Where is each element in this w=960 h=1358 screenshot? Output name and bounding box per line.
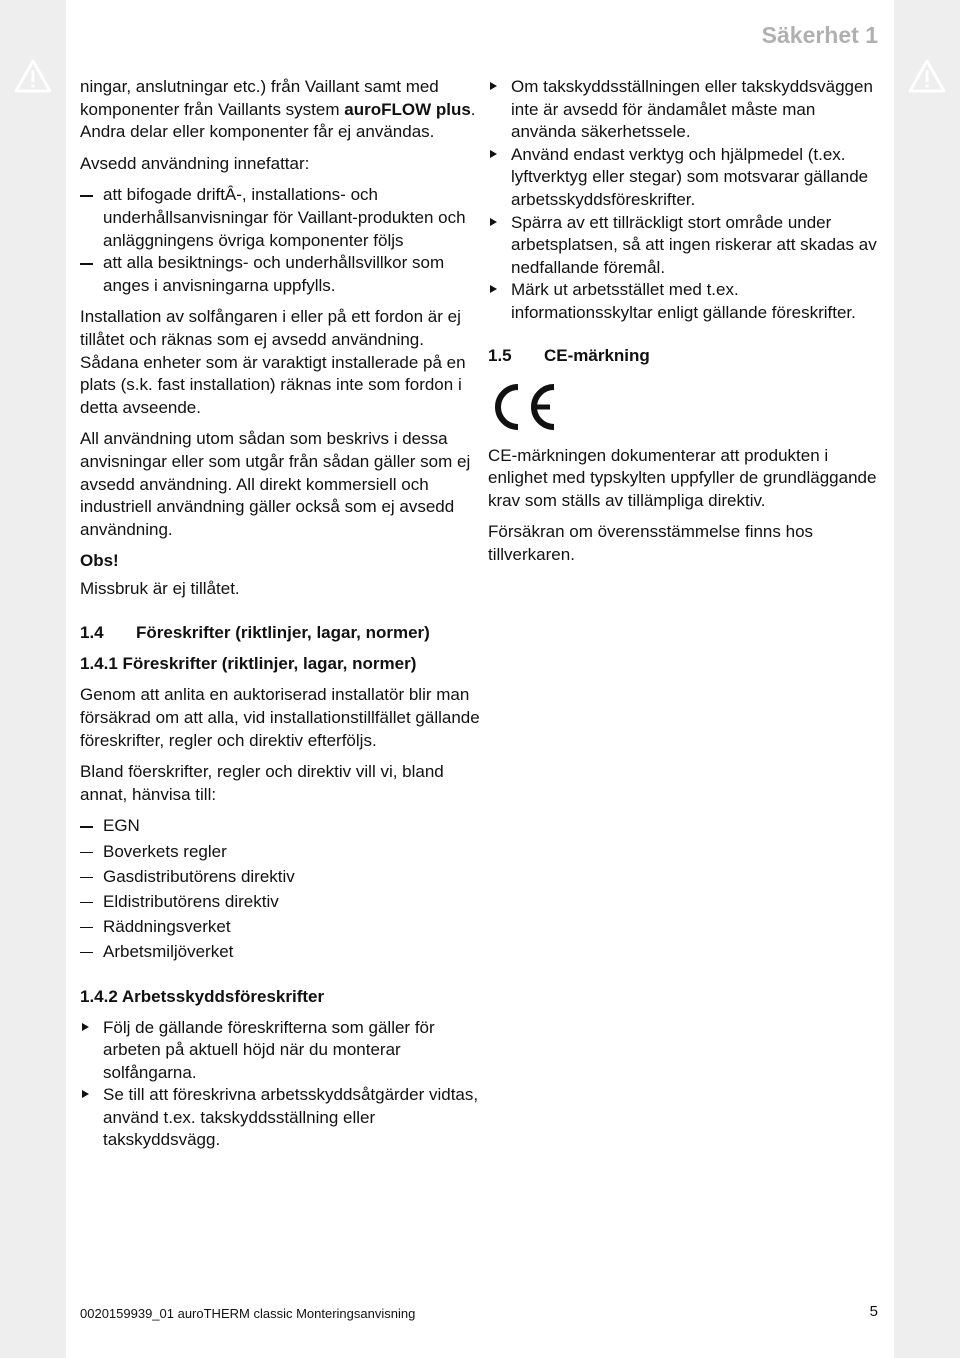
safety-list: [488, 76, 880, 325]
section-number: 1.5: [488, 345, 512, 365]
right-sidebar: [894, 0, 960, 1358]
list-item: Arbetsmiljöverket: [80, 941, 480, 964]
list-item: Använd endast verktyg och hjälpmedel (t.ex. lyftverktyg eller stegar) som motsvarar gällande arbetsskyddsföreskrifter.: [488, 144, 880, 212]
product-name: auroFLOW plus: [344, 99, 471, 119]
ce-paragraph: CE-märkningen dokumenterar att produkten i enlighet med typskylten uppfyller de grundläggande krav som ställs av tillämpliga direktiv.: [488, 445, 877, 510]
list-item: Följ de gällande föreskrifterna som gäller för arbeten på aktuell höjd när du monterar solfångarna.: [80, 1017, 480, 1085]
list-item: Boverkets regler: [80, 841, 480, 864]
list-item: Gasdistributörens direktiv: [80, 866, 480, 889]
left-sidebar: [0, 0, 66, 1358]
list-item: Se till att föreskrivna arbetsskyddsåtgärder vidtas, använd t.ex. takskyddsställning eller takskyddsvägg.: [80, 1084, 480, 1152]
ce-mark-icon: [490, 381, 560, 433]
warning-triangle-icon: [907, 58, 947, 94]
list-item: att alla besiktnings- och underhållsvillkor som anges i anvisningarna uppfylls.: [80, 252, 480, 297]
intro-text-2: . Andra delar eller komponenter får ej användas.: [80, 99, 476, 142]
page-header-title: Säkerhet 1: [761, 22, 878, 48]
forsakran-paragraph: Försäkran om överensstämmelse finns hos tillverkaren.: [488, 522, 814, 564]
section-heading-1-4-2: 1.4.2 Arbetsskyddsföreskrifter: [80, 986, 325, 1006]
list-item: Räddningsverket: [80, 916, 480, 939]
avsedd-intro: Avsedd användning innefattar:: [80, 153, 310, 173]
list-item: Märk ut arbetsstället med t.ex. informationsskyltar enligt gällande föreskrifter.: [488, 279, 880, 324]
right-column: [488, 76, 880, 576]
section-heading-1-4: [80, 622, 480, 644]
obs-label: Obs!: [80, 551, 119, 571]
bland-paragraph: Bland föerskrifter, regler och direktiv vill vi, bland annat, hänvisa till:: [80, 762, 444, 804]
section-title: CE-märkning: [544, 345, 650, 365]
list-item: Eldistributörens direktiv: [80, 891, 480, 914]
missbruk-paragraph: Missbruk är ej tillåtet.: [80, 578, 240, 598]
section-heading-1-5: [488, 345, 880, 367]
section-title: Föreskrifter (riktlinjer, lagar, normer): [136, 623, 430, 643]
avsedd-list: [80, 184, 480, 297]
intro-paragraph: [80, 76, 480, 144]
list-item: att bifogade driftÂ-, installations- och underhållsanvisningar för Vaillant-produkten och anläggningens övriga komponenter följs: [80, 184, 480, 252]
list-item: Spärra av ett tillräckligt stort område under arbetsplatsen, så att ingen riskerar att skadas av nedfallande föremål.: [488, 212, 880, 280]
section-heading-1-4-1: 1.4.1 Föreskrifter (riktlinjer, lagar, normer): [80, 654, 417, 674]
footer-document-reference: 0020159939_01 auroTHERM classic Monteringsanvisning: [80, 1306, 416, 1321]
genom-paragraph: Genom att anlita en auktoriserad installatör blir man försäkrad om att alla, vid installationstillfället gällande föreskrifter, regler och direktiv efterföljs.: [80, 685, 480, 750]
work-safety-list: [80, 1017, 480, 1153]
section-number: 1.4: [80, 623, 104, 643]
list-item: Om takskyddsställningen eller takskyddsväggen inte är avsedd för ändamålet måste man använda säkerhetssele.: [488, 76, 880, 144]
warning-triangle-icon: [13, 58, 53, 94]
fordon-paragraph: Installation av solfångaren i eller på ett fordon är ej tillåtet och räknas som ej avsedd användning. Sådana enheter som är varaktigt installerade på en plats (s.k. fast installation) räknas inte som fordon i detta avseende.: [80, 307, 466, 417]
left-column: [80, 76, 480, 1161]
intro-text-1: ningar, anslutningar etc.) från Vaillant samt med komponenter från Vaillants system: [80, 77, 439, 119]
all-use-paragraph: All användning utom sådan som beskrivs i dessa anvisningar eller som utgår från sådan gäller som ej avsedd användning. All direkt kommersiell och industriell användning gäller också som ej avsedd användning.: [80, 429, 471, 539]
regulations-list: [80, 815, 480, 963]
footer-page-number: 5: [869, 1303, 878, 1320]
list-item: EGN: [80, 815, 480, 838]
